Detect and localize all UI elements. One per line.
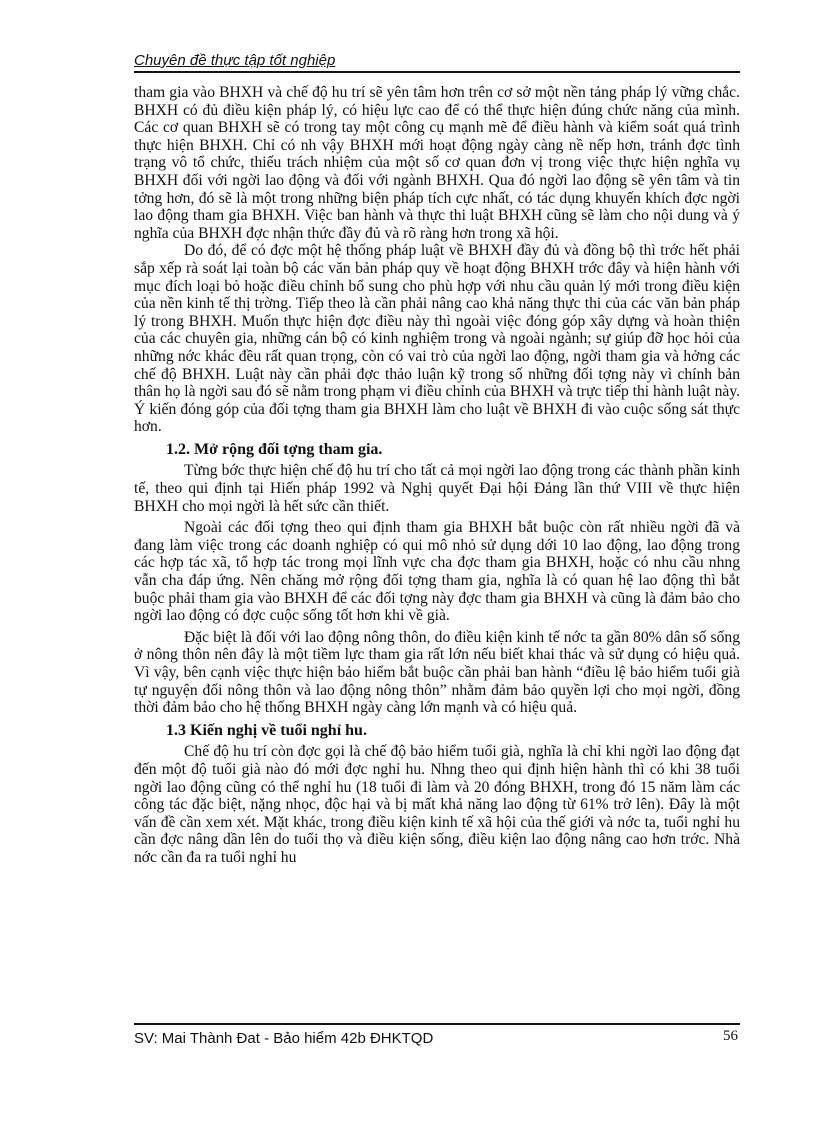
paragraph-4: Ngoài các đối tợng theo qui định tham gia BHXH bắt buộc còn rất nhiều ngời đã và đang làm việc trong các doanh nghiệp có qui mô nhỏ sử dụng dới 10 lao động, lao động trong các hợp tác xã, tổ hợp tác trong mọi lĩnh vực cha đợc tham gia BHXH, hoặc có nhu cầu nhng vẫn cha đáp ứng. Nên chăng mở rộng đối tợng tham gia, nghĩa là có quan hệ lao động thì bắt buộc phải tham gia vào BHXH để các đối tợng này đợc tham gia BHXH và cũng là đảm bảo cho ngời lao động có đợc cuộc sống tốt hơn khi về già.	[134, 519, 740, 625]
page-header	[134, 52, 736, 70]
page-number: 56	[723, 1028, 738, 1044]
section-heading-1-3: 1.3 Kiến nghị về tuổi nghỉ hu.	[166, 721, 367, 739]
paragraph-5: Đặc biệt là đối với lao động nông thôn, do điều kiện kinh tế nớc ta gần 80% dân số sống ở nông thôn nên đây là một tiềm lực tham gia rất lớn nếu biết khai thác và sử dụng có hiệu quả. Vì vậy, bên cạnh việc thực hiện bảo hiểm bắt buộc cần phải ban hành “điều lệ bảo hiểm tuổi già tự nguyện đối nông thôn và lao động nông thôn” nhằm đảm bảo quyền lợi cho mọi ngời, đồng thời đảm bảo cho hệ thống BHXH ngày càng lớn mạnh và có hiệu quả.	[134, 628, 740, 717]
page-footer	[134, 1028, 740, 1048]
header-divider	[134, 71, 740, 73]
footer-author: SV: Mai Thành Đat - Bảo hiểm 42b ĐHKTQD	[134, 1030, 434, 1047]
paragraph-3: Từng bớc thực hiện chế độ hu trí cho tất cả mọi ngời lao động trong các thành phần kinh tế, theo qui định tại Hiến pháp 1992 và Nghị quyết Đại hội Đảng lần thứ VIII về thực hiện BHXH cho mọi ngời là hết sức cần thiết.	[134, 462, 740, 515]
paragraph-1: tham gia vào BHXH và chế độ hu trí sẽ yên tâm hơn trên cơ sở một nền tảng pháp lý vững chắc. BHXH có đủ điều kiện pháp lý, có hiệu lực cao để có thể thực hiện đúng chức năng của mình. Các cơ quan BHXH sẽ có trong tay một công cụ mạnh mẽ để điều hành và kiểm soát quá trình thực hiện BHXH. Chỉ có nh vậy BHXH mới hoạt động ngày càng nề nếp hơn, tránh đợc tình trạng vô tổ chức, thiếu trách nhiệm của một số cơ quan đơn vị trong việc thực hiện nghĩa vụ BHXH đối với ngời lao động và đối với ngành BHXH. Qua đó ngời lao động sẽ yên tâm và tin tởng hơn, đó sẽ là một trong những biện pháp tích cực nhất, có tác dụng khuyến khích đợc ngời lao động tham gia BHXH. Việc ban hành và thực thi luật BHXH cũng sẽ làm cho nội dung và ý nghĩa của BHXH đợc nhận thức đầy đủ và rõ ràng hơn trong xã hội.	[134, 84, 740, 242]
paragraph-6: Chế độ hu trí còn đợc gọi là chế độ bảo hiểm tuổi già, nghĩa là chỉ khi ngời lao động đạt đến một độ tuổi già nào đó mới đợc nghỉ hu. Nhng theo qui định hiện hành thì có khi 38 tuổi ngời lao động cũng có thể nghỉ hu (18 tuổi đi làm và 20 đóng BHXH, trong đó 15 năm làm các công tác đặc biệt, nặng nhọc, độc hại và bị mất khả năng lao động từ 61% trở lên). Đây là một vấn đề cần xem xét. Mặt khác, trong điều kiện kinh tế xã hội của thế giới và nớc ta, tuổi nghỉ hu cần đợc nâng dần lên do tuổi thọ và điều kiện sống, điều kiện lao động nâng cao hơn trớc. Nhà nớc cần đa ra tuổi nghỉ hu	[134, 743, 740, 866]
footer-divider	[134, 1023, 740, 1025]
section-heading-1-2: 1.2. Mở rộng đối tợng tham gia.	[166, 440, 383, 458]
header-title: Chuyên đề thực tập tốt nghiệp	[134, 52, 336, 69]
paragraph-2: Do đó, để có đợc một hệ thống pháp luật về BHXH đầy đủ và đồng bộ thì trớc hết phải sắp xếp rà soát lại toàn bộ các văn bản pháp quy về hoạt động BHXH trớc đây và hiện hành với mục đích loại bỏ hoặc điều chỉnh bổ sung cho phù hợp với nhu cầu quản lý mới trong điều kiện của nền kinh tế thị trờng. Tiếp theo là cần phải nâng cao khả năng thực thi của các văn bản pháp lý trong BHXH. Muốn thực hiện đợc điều này thì ngoài việc đóng góp xây dựng và hoàn thiện của các chuyên gia, những cán bộ có kinh nghiệm trong và ngoài ngành; sự giúp đỡ học hỏi của những nớc khác đều rất quan trọng, còn có vai trò của ngời lao động, ngời tham gia và hởng các chế độ BHXH. Luật này cần phải đợc thảo luận kỹ trong số những đối tợng này vì chính bản thân họ là ngời sau đó sẽ nằm trong phạm vi điều chỉnh của BHXH và trực tiếp thi hành luật này. Ý kiến đóng góp của đối tợng tham gia BHXH làm cho luật về BHXH đi vào cuộc sống sát thực hơn.	[134, 242, 740, 436]
document-body	[134, 84, 740, 867]
